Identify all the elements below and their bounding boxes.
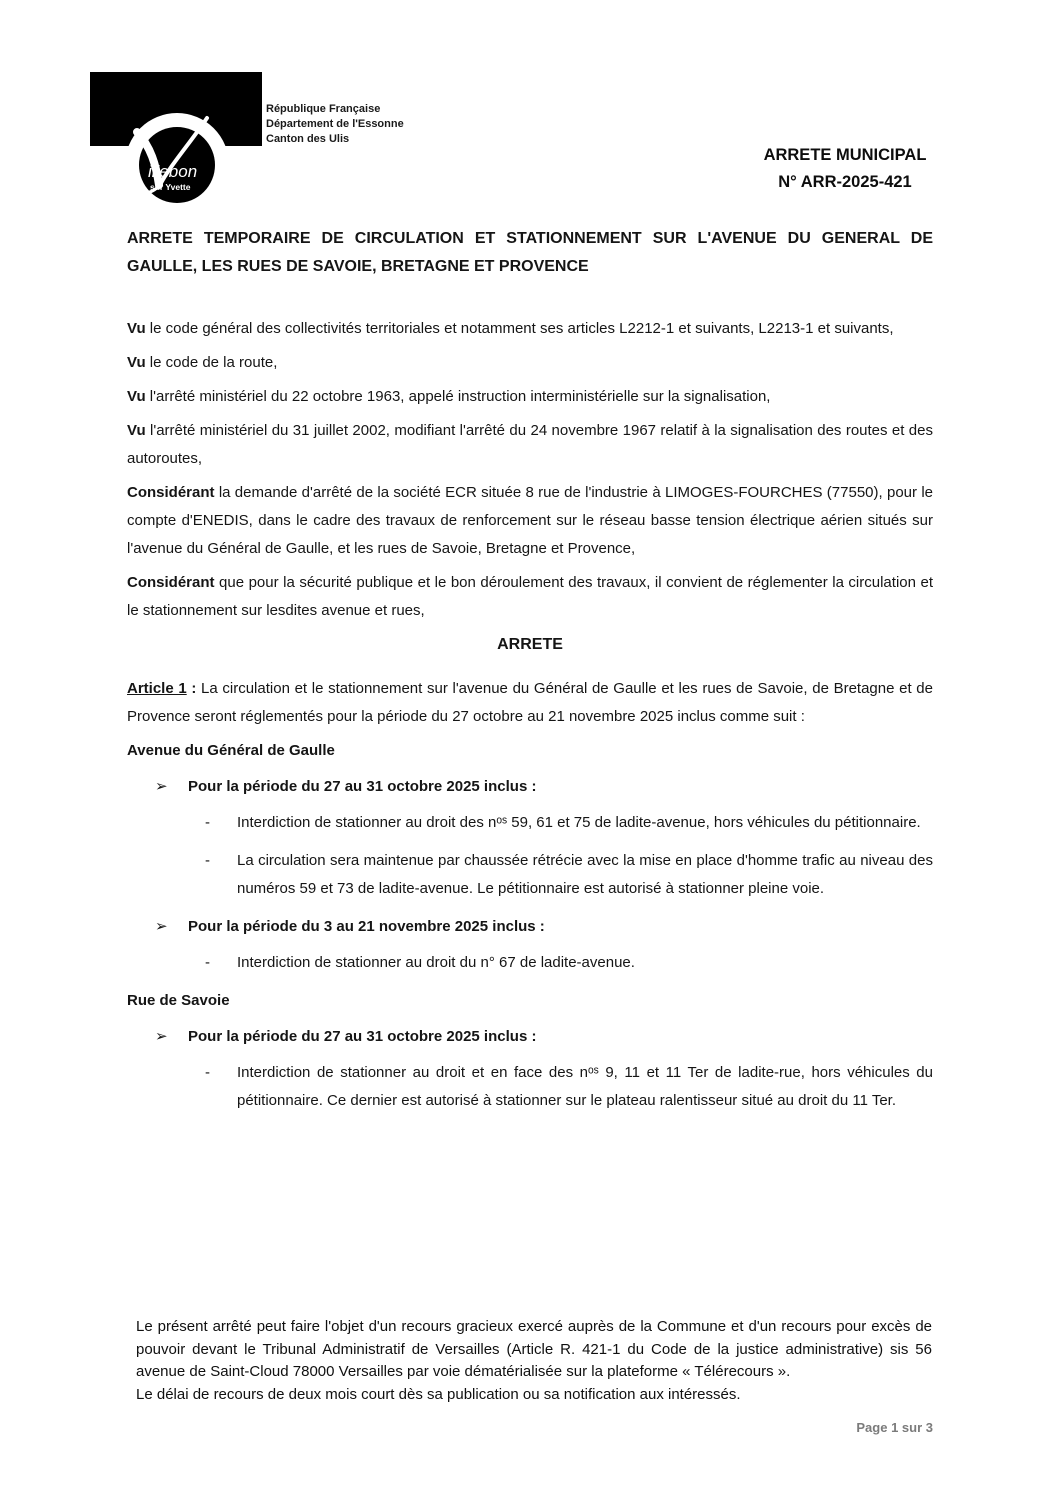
period-item	[127, 913, 933, 941]
region-line-canton: Canton des Ulis	[266, 133, 350, 145]
footer-recours-text: Le présent arrêté peut faire l'objet d'un recours gracieux exercé auprès de la Commune et d'un recours pour excès de pouvoir devant le Tribunal Administratif de Versailles (Article R. 421-1 du Code de la justice administrative) sis 56 avenue de Saint-Cloud 78000 Versailles par voie dématérialisée sur la plateforme « Télérecours ».	[136, 1318, 932, 1380]
dash-bullet-icon: -	[205, 852, 210, 869]
document-body	[127, 225, 933, 1125]
preamble-lead: Vu	[127, 320, 146, 337]
document-header	[0, 0, 1058, 225]
preamble-considerant-2	[127, 569, 933, 625]
rule-text: Interdiction de stationner au droit du n° 67 de ladite-avenue.	[237, 954, 635, 971]
preamble-lead: Vu	[127, 354, 146, 371]
dash-bullet-icon: -	[205, 1064, 210, 1081]
article-1-colon: :	[186, 680, 202, 697]
preamble-considerant-1	[127, 479, 933, 563]
villebon-logo-icon	[90, 72, 262, 204]
page-indicator: Page 1 sur 3	[856, 1420, 933, 1435]
region-block	[266, 102, 404, 147]
preamble-lead: Considérant	[127, 484, 215, 501]
article-1	[127, 675, 933, 731]
preamble-text: que pour la sécurité publique et le bon déroulement des travaux, il convient de réglementer la circulation et le stationnement sur lesdites avenue et rues,	[127, 574, 933, 619]
period-item	[127, 773, 933, 801]
preamble-lead: Vu	[127, 422, 146, 439]
preamble-vu-3	[127, 383, 933, 411]
preamble-text: le code de la route,	[145, 354, 278, 371]
rule-item	[127, 847, 933, 903]
article-1-label: Article 1	[127, 680, 187, 697]
region-line-departement: Département de l'Essonne	[266, 118, 404, 130]
preamble-vu-2	[127, 349, 933, 377]
dash-bullet-icon: -	[205, 954, 210, 971]
rule-text: Interdiction de stationner au droit et en face des nᵒˢ 9, 11 et 11 Ter de ladite-rue, hors véhicules du pétitionnaire. Ce dernier est autorisé à stationner sur le plateau ralentisseur situé au droit du 11 Ter.	[237, 1064, 933, 1109]
preamble-text: le code général des collectivités territoriales et notamment ses articles L2212-1 et suivants, L2213-1 et suivants,	[145, 320, 894, 337]
legal-footer	[136, 1316, 932, 1406]
rule-item	[127, 809, 933, 837]
document-title: ARRETE TEMPORAIRE DE CIRCULATION ET STATIONNEMENT SUR L'AVENUE DU GENERAL DE GAULLE, LES RUES DE SAVOIE, BRETAGNE ET PROVENCE	[127, 230, 933, 275]
arrow-bullet-icon: ➢	[155, 778, 168, 795]
period-label: Pour la période du 3 au 21 novembre 2025 inclus :	[188, 918, 545, 935]
arrete-heading: ARRETE	[497, 636, 563, 653]
footer-delai-text: Le délai de recours de deux mois court dès sa publication ou sa notification aux intéressés.	[136, 1385, 741, 1403]
rule-item	[127, 949, 933, 977]
preamble-vu-4	[127, 417, 933, 473]
logo-script-text: illebon	[148, 162, 198, 181]
doc-number: N° ARR-2025-421	[778, 173, 912, 191]
preamble-vu-1	[127, 315, 933, 343]
rule-text: Interdiction de stationner au droit des nᵒˢ 59, 61 et 75 de ladite-avenue, hors véhicules du pétitionnaire.	[237, 814, 921, 831]
rule-item	[127, 1059, 933, 1115]
doc-type: ARRETE MUNICIPAL	[763, 146, 927, 164]
region-line-republique: République Française	[266, 103, 381, 115]
article-1-text: La circulation et le stationnement sur l'avenue du Général de Gaulle et les rues de Savoie, de Bretagne et de Provence seront réglementés pour la période du 27 octobre au 21 novembre 2025 inclus comme suit :	[127, 680, 933, 725]
section-heading-savoie: Rue de Savoie	[127, 992, 230, 1009]
period-item	[127, 1023, 933, 1051]
preamble-text: la demande d'arrêté de la société ECR située 8 rue de l'industrie à LIMOGES-FOURCHES (77550), pour le compte d'ENEDIS, dans le cadre des travaux de renforcement sur le réseau basse tension électrique aérien situés sur l'avenue du Général de Gaulle, et les rues de Savoie, Bretagne et Provence,	[127, 484, 933, 557]
document-id-block	[680, 142, 1010, 196]
section-heading-avenue: Avenue du Général de Gaulle	[127, 742, 335, 759]
dash-bullet-icon: -	[205, 814, 210, 831]
preamble-text: l'arrêté ministériel du 22 octobre 1963, appelé instruction interministérielle sur la signalisation,	[145, 388, 771, 405]
rule-text: La circulation sera maintenue par chaussée rétrécie avec la mise en place d'homme trafic au niveau des numéros 59 et 73 de ladite-avenue. Le pétitionnaire est autorisé à stationner pleine voie.	[237, 852, 933, 897]
preamble-lead: Vu	[127, 388, 146, 405]
logo-sub-text: sur Yvette	[150, 182, 191, 192]
preamble-text: l'arrêté ministériel du 31 juillet 2002, modifiant l'arrêté du 24 novembre 1967 relatif à la signalisation des routes et des autoroutes,	[127, 422, 933, 467]
preamble-lead: Considérant	[127, 574, 215, 591]
arrow-bullet-icon: ➢	[155, 1028, 168, 1045]
period-label: Pour la période du 27 au 31 octobre 2025 inclus :	[188, 778, 537, 795]
arrow-bullet-icon: ➢	[155, 918, 168, 935]
period-label: Pour la période du 27 au 31 octobre 2025 inclus :	[188, 1028, 537, 1045]
